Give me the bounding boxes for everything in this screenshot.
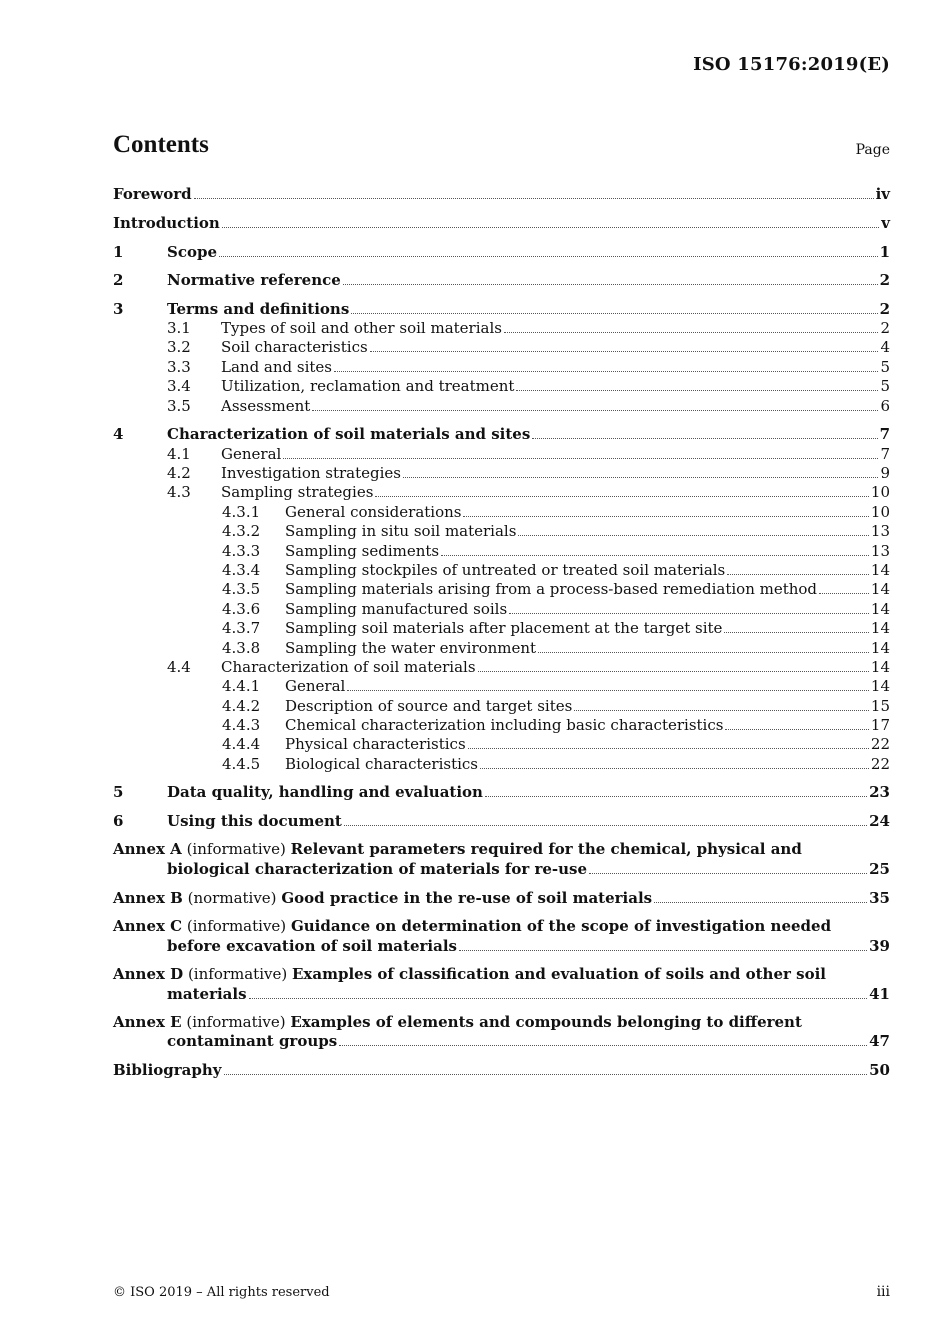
dot-leader	[249, 998, 868, 999]
toc-entry-number: 3.1	[167, 319, 191, 338]
annex-label: Annex A	[113, 840, 182, 859]
toc-entry-title: Soil characteristics	[221, 338, 368, 357]
toc-entry-title: Sampling sediments	[285, 541, 440, 560]
toc-entry[interactable]	[113, 425, 890, 444]
toc-entry-page: 23	[869, 783, 890, 802]
toc-entry-bibliography[interactable]	[113, 1061, 890, 1080]
toc-entry-page: 10	[870, 483, 890, 502]
toc-entry[interactable]	[113, 338, 890, 357]
toc-entry-number: 4.3.8	[222, 638, 261, 657]
toc-entry-title: Biological characteristics	[285, 754, 479, 773]
toc-entry[interactable]	[113, 812, 890, 831]
toc-entry-number: 4	[113, 425, 124, 444]
toc-entry-number: 1	[113, 242, 124, 261]
toc-entry[interactable]	[113, 716, 890, 735]
toc-entry[interactable]	[113, 271, 890, 290]
dot-leader	[725, 729, 868, 730]
toc-entry-page: 17	[870, 716, 890, 735]
toc-entry-number: 4.1	[167, 444, 191, 463]
toc-entry-page: 15	[870, 696, 890, 715]
toc-entry-title: Characterization of soil materials and sites	[167, 425, 531, 444]
annex-title-line1: Guidance on determination of the scope of investigation needed	[290, 916, 832, 935]
annex-label: Annex D	[113, 964, 184, 983]
toc-entry[interactable]	[113, 677, 890, 696]
toc-entry[interactable]	[113, 444, 890, 463]
toc-entry-title: Sampling stockpiles of untreated or treated soil materials	[285, 560, 726, 579]
toc-entry-page: 22	[870, 754, 890, 773]
toc-entry-page: 5	[880, 377, 890, 396]
toc-entry-number: 4.3.1	[222, 502, 261, 521]
dot-leader	[727, 574, 869, 575]
dot-leader	[339, 1045, 867, 1046]
toc-entry-number: 4.3	[167, 483, 191, 502]
copyright-notice: © ISO 2019 – All rights reserved	[113, 1285, 330, 1300]
toc-entry-number: 3.4	[167, 377, 191, 396]
toc-entry-title: Sampling strategies	[221, 483, 374, 502]
toc-entry-page: 2	[880, 319, 890, 338]
dot-leader	[819, 593, 869, 594]
dot-leader	[532, 438, 877, 439]
toc-entry-page: 14	[870, 599, 890, 618]
annex-page: 25	[869, 860, 890, 878]
toc-entry-page: 13	[870, 541, 890, 560]
toc-entry-title: Terms and definitions	[167, 299, 350, 318]
toc-entry-number: 3	[113, 299, 124, 318]
toc-entry-number: 3.5	[167, 396, 191, 415]
annex-title-line1: Examples of elements and compounds belonging to different	[290, 1012, 802, 1031]
toc-entry-title: Investigation strategies	[221, 464, 402, 483]
toc-entry-page: 4	[880, 338, 890, 357]
toc-entry-page: 14	[870, 580, 890, 599]
toc-entry[interactable]	[113, 580, 890, 599]
dot-leader	[724, 632, 868, 633]
toc-entry-page: 24	[869, 812, 890, 831]
dot-leader	[403, 477, 878, 478]
toc-entry-number: 3.3	[167, 357, 191, 376]
dot-leader	[283, 458, 878, 459]
contents-heading: Contents	[113, 131, 209, 158]
toc-entry[interactable]	[113, 619, 890, 638]
toc-entry[interactable]	[113, 638, 890, 657]
dot-leader	[463, 516, 868, 517]
toc-entry[interactable]	[113, 561, 890, 580]
toc-entry-number: 4.3.7	[222, 619, 261, 638]
toc-entry-title: Sampling the water environment	[285, 638, 537, 657]
toc-entry-title: Assessment	[221, 396, 311, 415]
annex-title-line1: Good practice in the re-use of soil materials	[281, 888, 653, 907]
toc-entry-title: General considerations	[285, 502, 462, 521]
toc-entry-number: 4.3.4	[222, 560, 261, 579]
toc-entry-title: Land and sites	[221, 357, 333, 376]
toc-entry[interactable]	[113, 377, 890, 396]
toc-entry-number: 4.4.4	[222, 735, 261, 754]
toc-entry-number: 4.3.3	[222, 541, 261, 560]
dot-leader	[574, 710, 869, 711]
toc-entry-title: Utilization, reclamation and treatment	[221, 377, 515, 396]
page-column-label: Page	[855, 142, 890, 158]
toc-entry-number: 4.4.5	[222, 754, 261, 773]
toc-entry[interactable]	[113, 754, 890, 773]
toc-entry[interactable]	[113, 357, 890, 376]
toc-entry[interactable]	[113, 396, 890, 415]
toc-entry-page: 14	[870, 677, 890, 696]
dot-leader	[485, 796, 867, 797]
annex-label: Annex B	[113, 888, 183, 907]
toc-entry[interactable]	[113, 541, 890, 560]
toc-entry-title: Chemical characterization including basic characteristics	[285, 716, 724, 735]
toc-entry-title: Normative reference	[167, 271, 341, 290]
dot-leader	[504, 332, 879, 333]
toc-entry-page: 14	[870, 638, 890, 657]
toc-entry-title: General	[285, 677, 346, 696]
dot-leader	[344, 825, 867, 826]
dot-leader	[222, 227, 879, 228]
toc-entry-title: Description of source and target sites	[285, 696, 573, 715]
dot-leader	[518, 535, 868, 536]
toc-entry-page: 50	[869, 1061, 890, 1080]
dot-leader	[194, 198, 874, 199]
toc-entry-title: Scope	[167, 242, 218, 261]
toc-entry[interactable]	[113, 483, 890, 502]
toc-entry[interactable]	[113, 464, 890, 483]
toc-entry-page: 14	[870, 657, 890, 676]
dot-leader	[478, 671, 869, 672]
toc-entry-title: Sampling in situ soil materials	[285, 522, 517, 541]
annex-entry-e[interactable]	[113, 1013, 890, 1052]
toc-entry-number: 2	[113, 271, 124, 290]
dot-leader	[347, 690, 869, 691]
annex-page: 35	[869, 888, 890, 907]
toc-entry-number: 6	[113, 812, 124, 831]
dot-leader	[441, 555, 869, 556]
dot-leader	[516, 390, 878, 391]
toc-entry[interactable]	[113, 696, 890, 715]
toc-entry-page: iv	[875, 185, 890, 204]
annex-page: 39	[869, 936, 890, 955]
dot-leader	[589, 873, 867, 874]
toc-entry-title: Introduction	[113, 213, 220, 232]
dot-leader	[312, 410, 878, 411]
dot-leader	[468, 748, 869, 749]
toc-entry[interactable]	[113, 242, 890, 261]
dot-leader	[509, 613, 869, 614]
annex-kind: (informative)	[187, 964, 288, 983]
toc-entry-title: Sampling materials arising from a process-based remediation method	[285, 580, 818, 599]
toc-entry-page: 14	[870, 560, 890, 579]
annex-page: 41	[869, 984, 890, 1003]
toc-entry-page: 6	[880, 396, 890, 415]
dot-leader	[219, 256, 878, 257]
toc-entry-title: Characterization of soil materials	[221, 657, 476, 676]
toc-entry[interactable]	[113, 735, 890, 754]
table-of-contents	[113, 185, 890, 1080]
toc-entry-title: Sampling manufactured soils	[285, 599, 508, 618]
toc-entry-page: v	[881, 213, 890, 232]
dot-leader	[375, 496, 869, 497]
annex-page: 47	[869, 1032, 890, 1051]
dot-leader	[480, 768, 869, 769]
toc-entry-page: 7	[879, 425, 890, 444]
toc-entry-page: 9	[880, 464, 890, 483]
toc-entry-number: 4.2	[167, 464, 191, 483]
toc-entry-page: 10	[870, 502, 890, 521]
dot-leader	[351, 313, 877, 314]
toc-entry-page: 1	[879, 242, 890, 261]
annex-entry-d[interactable]	[113, 965, 890, 1004]
toc-entry[interactable]	[113, 502, 890, 521]
annex-title-line2: before excavation of soil materials	[167, 936, 457, 955]
annex-title-line2: contaminant groups	[167, 1032, 338, 1051]
toc-entry-page: 7	[880, 444, 890, 463]
dot-leader	[370, 351, 879, 352]
toc-entry[interactable]	[113, 658, 890, 677]
dot-leader	[459, 950, 867, 951]
annex-title-line2: materials	[167, 984, 247, 1003]
annex-kind: (informative)	[186, 1012, 286, 1031]
toc-entry-title: Data quality, handling and evaluation	[167, 783, 483, 802]
toc-entry[interactable]	[113, 522, 890, 541]
toc-entry-number: 4.3.6	[222, 599, 261, 618]
toc-entry-title: Sampling soil materials after placement at the target site	[285, 619, 723, 638]
dot-leader	[538, 652, 869, 653]
annex-label: Annex E	[113, 1012, 182, 1031]
toc-entry[interactable]	[113, 214, 890, 233]
toc-entry[interactable]	[113, 299, 890, 318]
toc-entry-page: 2	[879, 299, 890, 318]
toc-entry-title: Physical characteristics	[285, 735, 466, 754]
toc-entry-number: 4.4.2	[222, 696, 261, 715]
annex-entry-c[interactable]	[113, 917, 890, 956]
dot-leader	[654, 902, 867, 903]
annex-title-line1: Relevant parameters required for the chemical, physical and	[290, 840, 802, 859]
annex-kind: (normative)	[187, 888, 277, 907]
dot-leader	[224, 1074, 868, 1075]
toc-entry-page: 5	[880, 357, 890, 376]
toc-entry[interactable]	[113, 599, 890, 618]
toc-entry-number: 4.3.2	[222, 522, 261, 541]
toc-entry-page: 14	[870, 619, 890, 638]
annex-title-line2: biological characterization of materials for re-use	[167, 860, 588, 878]
toc-entry[interactable]	[113, 185, 890, 204]
toc-entry-page: 2	[879, 271, 890, 290]
toc-entry-title: Foreword	[113, 185, 192, 204]
toc-entry-number: 3.2	[167, 338, 191, 357]
document-id: ISO 15176:2019(E)	[693, 54, 890, 75]
annex-title-line1: Examples of classification and evaluation of soils and other soil	[292, 964, 826, 983]
annex-entry-b[interactable]	[113, 888, 890, 907]
toc-entry-title: Bibliography	[113, 1061, 222, 1080]
toc-entry-number: 4.4	[167, 657, 191, 676]
toc-entry-title: Using this document	[167, 812, 342, 831]
toc-entry-page: 13	[870, 522, 890, 541]
page-number: iii	[876, 1284, 890, 1300]
annex-kind: (informative)	[186, 916, 287, 935]
toc-entry-number: 4.4.3	[222, 716, 261, 735]
toc-entry-number: 4.3.5	[222, 580, 261, 599]
annex-kind: (informative)	[186, 840, 286, 859]
dot-leader	[334, 371, 878, 372]
toc-entry-title: Types of soil and other soil materials	[221, 319, 502, 338]
toc-entry[interactable]	[113, 783, 890, 802]
toc-entry-page: 22	[870, 735, 890, 754]
annex-entry-a[interactable]	[113, 840, 890, 879]
dot-leader	[343, 284, 878, 285]
toc-entry-title: General	[221, 444, 282, 463]
toc-entry-number: 4.4.1	[222, 677, 261, 696]
toc-entry-number: 5	[113, 783, 124, 802]
toc-entry[interactable]	[113, 319, 890, 338]
annex-label: Annex C	[113, 916, 183, 935]
